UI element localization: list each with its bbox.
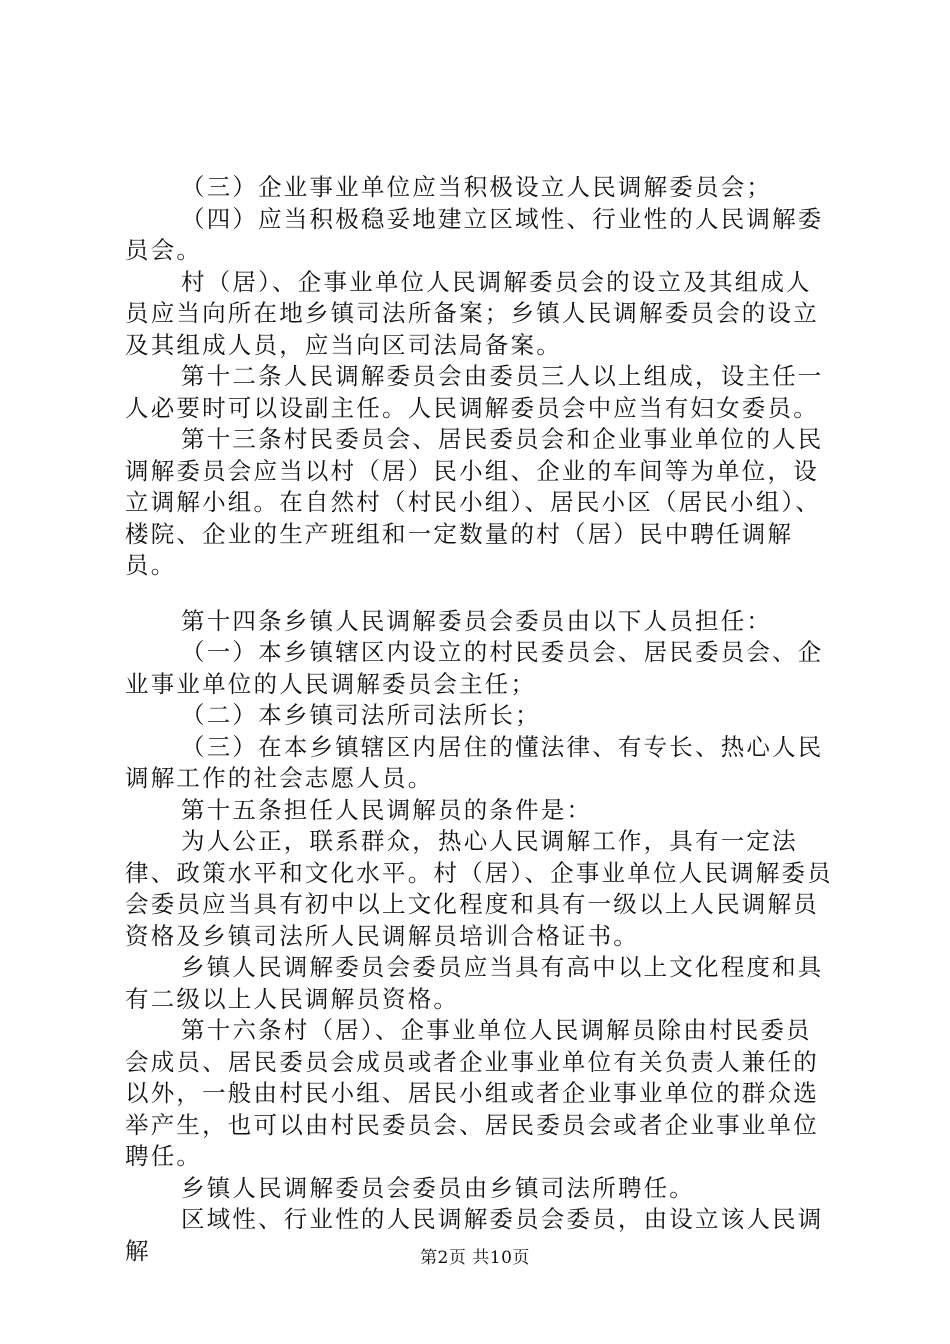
page-footer: 第2页 共10页 [420, 1248, 530, 1268]
paragraph-article-14-item-1: （一）本乡镇辖区内设立的村民委员会、居民委员会、企业事业单位的人民调解委员会主任； [125, 638, 824, 698]
paragraph-article-16-regional: 区域性、行业性的人民调解委员会委员，由设立该人民调解 [125, 1205, 824, 1265]
paragraph-article-15-township: 乡镇人民调解委员会委员应当具有高中以上文化程度和具有二级以上人民调解员资格。 [125, 953, 824, 1013]
document-body [125, 172, 837, 1267]
paragraph-article-16-township: 乡镇人民调解委员会委员由乡镇司法所聘任。 [181, 1173, 695, 1202]
paragraph-article-13: 第十三条村民委员会、居民委员会和企业事业单位的人民调解委员会应当以村（居）民小组、企业的车间等为单位，设立调解小组。在自然村（村民小组）、居民小区（居民小组）、楼院、企业的生产班组和一定数量的村（居）民中聘任调解员。 [125, 425, 824, 579]
paragraph-article-14: 第十四条乡镇人民调解委员会委员由以下人员担任： [181, 606, 773, 635]
paragraph-article-14-item-3: （三）在本乡镇辖区内居住的懂法律、有专长、热心人民调解工作的社会志愿人员。 [125, 732, 824, 792]
paragraph-article-12: 第十二条人民调解委员会由委员三人以上组成，设主任一人必要时可以设副主任。人民调解委员会中应当有妇女委员。 [125, 362, 824, 422]
paragraph-article-15: 第十五条担任人民调解员的条件是： [181, 795, 593, 824]
paragraph-article-16: 第十六条村（居）、企事业单位人民调解员除由村民委员会成员、居民委员会成员或者企业事业单位有关负责人兼任的以外，一般由村民小组、居民小组或者企业事业单位的群众选举产生，也可以由村民委员会、居民委员会或者企业事业单位聘任。 [125, 1016, 819, 1170]
paragraph-article-14-item-2: （二）本乡镇司法所司法所长； [181, 701, 541, 729]
paragraph-item-3: （三）企业事业单位应当积极设立人民调解委员会； [181, 173, 773, 201]
paragraph-item-4: （四）应当积极稳妥地建立区域性、行业性的人民调解委员会。 [125, 204, 824, 264]
paragraph-article-15-conditions: 为人公正，联系群众，热心人民调解工作，具有一定法律、政策水平和文化水平。村（居）、企事业单位人民调解委员会委员应当具有初中以上文化程度和具有一级以上人民调解员资格及乡镇司法所人民调解员培训合格证书。 [125, 827, 833, 950]
paragraph-filing: 村（居）、企事业单位人民调解委员会的设立及其组成人员应当向所在地乡镇司法所备案；乡镇人民调解委员会的设立及其组成人员，应当向区司法局备案。 [125, 267, 819, 359]
